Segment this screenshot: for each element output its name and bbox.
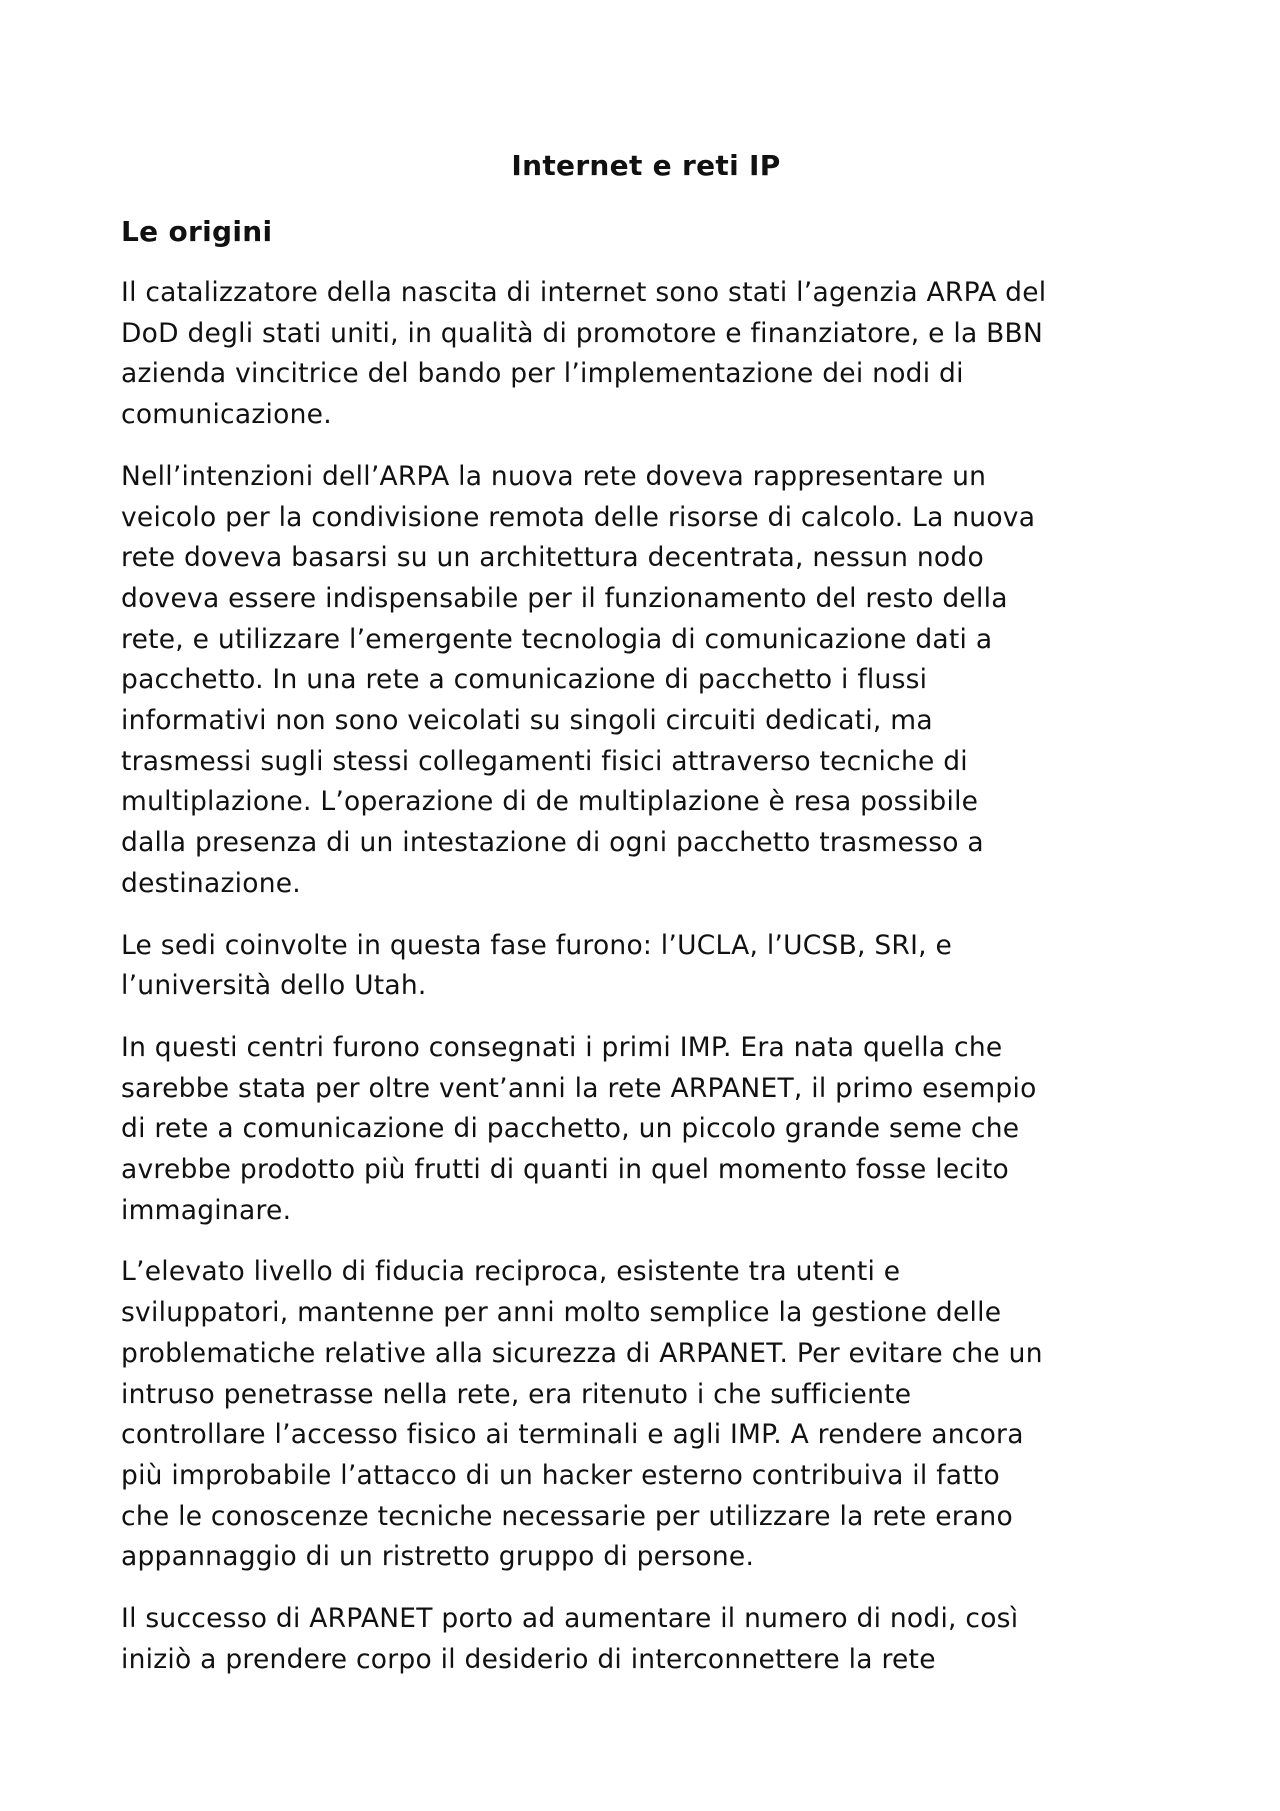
paragraph-line: di rete a comunicazione di pacchetto, un piccolo grande seme che [121,1113,1020,1145]
paragraph-line: Nell’intenzioni dell’ARPA la nuova rete doveva rappresentare un [121,460,987,492]
document-body [121,273,1171,1681]
paragraph-3 [121,926,1171,1007]
paragraph-line: sarebbe stata per oltre vent’anni la rete ARPANET, il primo esempio [121,1072,1037,1104]
paragraph-line: In questi centri furono consegnati i primi IMP. Era nata quella che [121,1031,1003,1063]
paragraph-line: problematiche relative alla sicurezza di ARPANET. Per evitare che un [121,1337,1043,1369]
paragraph-line: l’università dello Utah. [121,970,427,1002]
paragraph-line: DoD degli stati uniti, in qualità di promotore e finanziatore, e la BBN [121,317,1044,349]
paragraph-line: destinazione. [121,867,301,899]
paragraph-line: rete doveva basarsi su un architettura decentrata, nessun nodo [121,542,984,574]
paragraph-line: informativi non sono veicolati su singoli circuiti dedicati, ma [121,705,933,737]
paragraph-line: controllare l’accesso fisico ai terminali e agli IMP. A rendere ancora [121,1419,1024,1451]
paragraph-line: trasmessi sugli stessi collegamenti fisici attraverso tecniche di [121,745,968,777]
paragraph-line: appannaggio di un ristretto gruppo di persone. [121,1541,755,1573]
document-page [121,146,1171,1702]
paragraph-line: Il successo di ARPANET porto ad aumentare il numero di nodi, così [121,1603,1019,1635]
paragraph-line: sviluppatori, mantenne per anni molto semplice la gestione delle [121,1297,1002,1329]
paragraph-line: rete, e utilizzare l’emergente tecnologia di comunicazione dati a [121,623,993,655]
paragraph-line: Il catalizzatore della nascita di internet sono stati l’agenzia ARPA del [121,277,1047,308]
paragraph-4 [121,1028,1171,1232]
paragraph-line: comunicazione. [121,399,332,431]
paragraph-6 [121,1599,1171,1680]
paragraph-line: pacchetto. In una rete a comunicazione di pacchetto i flussi [121,664,928,696]
paragraph-line: iniziò a prendere corpo il desiderio di interconnettere la rete [121,1643,936,1675]
paragraph-line: L’elevato livello di fiducia reciproca, esistente tra utenti e [121,1256,901,1288]
document-title: Internet e reti IP [511,149,781,182]
section-heading: Le origini [121,215,273,248]
paragraph-line: intruso penetrasse nella rete, era ritenuto i che sufficiente [121,1378,912,1410]
paragraph-line: avrebbe prodotto più frutti di quanti in quel momento fosse lecito [121,1154,1009,1186]
paragraph-line: dalla presenza di un intestazione di ogni pacchetto trasmesso a [121,827,984,859]
paragraph-line: veicolo per la condivisione remota delle risorse di calcolo. La nuova [121,501,1036,533]
paragraph-1 [121,273,1171,436]
paragraph-line: più improbabile l’attacco di un hacker esterno contribuiva il fatto [121,1459,1001,1491]
paragraph-line: che le conoscenze tecniche necessarie per utilizzare la rete erano [121,1500,1013,1532]
paragraph-line: immaginare. [121,1194,292,1226]
paragraph-line: azienda vincitrice del bando per l’implementazione dei nodi di [121,358,964,390]
paragraph-5 [121,1252,1171,1578]
paragraph-line: doveva essere indispensabile per il funzionamento del resto della [121,582,1008,614]
paragraph-2 [121,457,1171,905]
paragraph-line: Le sedi coinvolte in questa fase furono: l’UCLA, l’UCSB, SRI, e [121,929,953,961]
paragraph-line: multiplazione. L’operazione di de multiplazione è resa possibile [121,786,979,818]
